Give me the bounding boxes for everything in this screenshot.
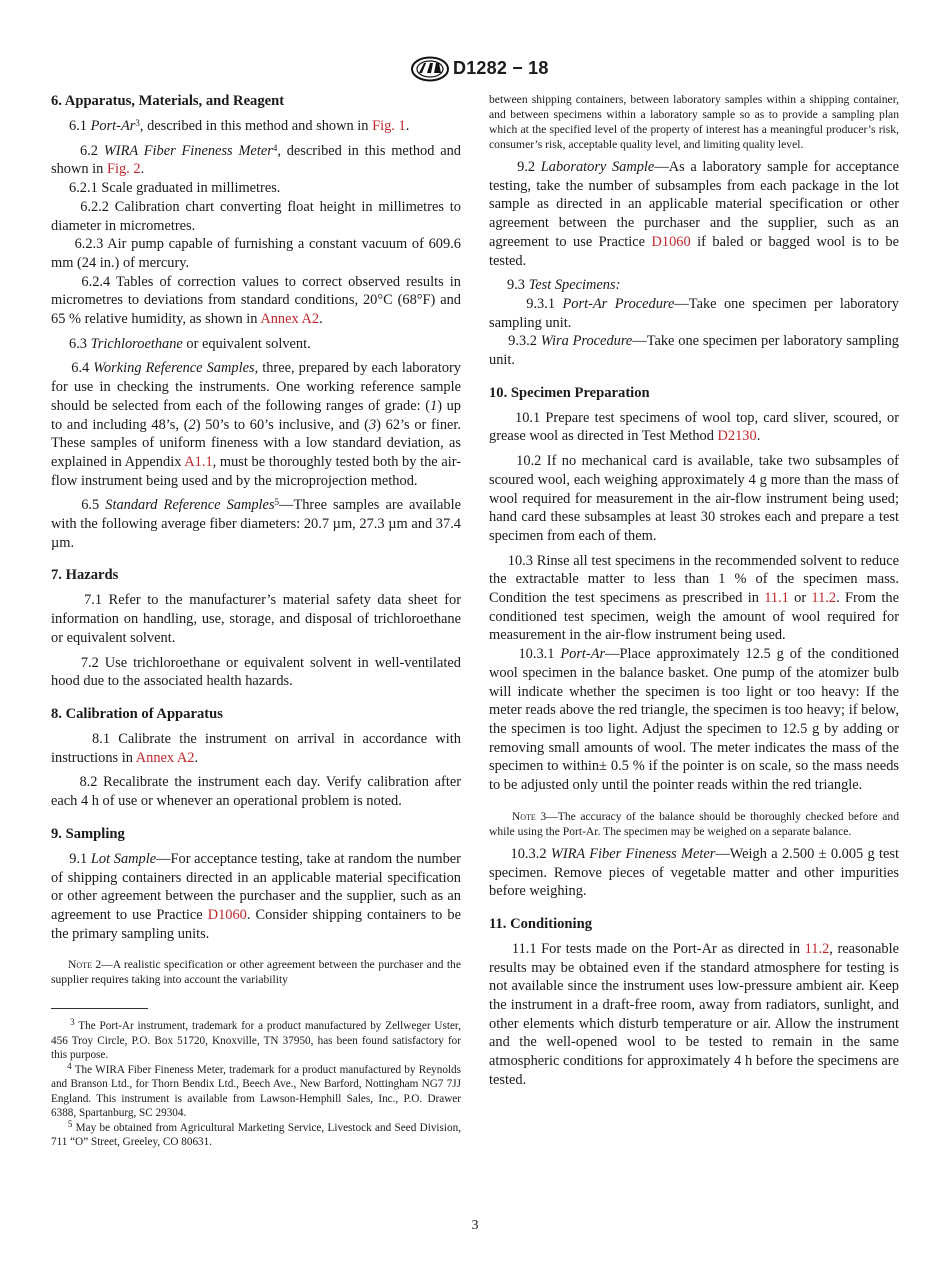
para-6-2-4: 6.2.4 Tables of correction values to correct observed results in micrometres to deviations from standard conditions, 20°C (68°F) and 65 % relative humidity, as shown in Annex A2. [51, 273, 461, 328]
para-6-2-1: 6.2.1 Scale graduated in millimetres. [69, 180, 281, 197]
footnote-rule [51, 1008, 148, 1009]
d1060-link[interactable]: D1060 [207, 906, 247, 923]
note-2-continued: between shipping containers, between laboratory samples within a shipping container, and between specimens within a laboratory sample so as to provide a sampling plan which at the specified level of the property of interest has a meaningful producer’s risk, consumer’s risk, acceptable quality level, and limiting quality level. [489, 93, 899, 151]
para-6-2-2: 6.2.2 Calibration chart converting float height in millimetres to diameter in micrometres. [51, 198, 461, 234]
para-6-1: 6.1 Port-Ar$^3$, described in this method and shown in Fig. 1. [69, 118, 410, 134]
para-11-1: 11.1 For tests made on the Port-Ar as directed in 11.2, reasonable results may be obtained even if the standard atmosphere for testing is not available since the instrument uses low-pressure ambient air. Keep the instrument in a draft-free room, away from radiators, sunlight, and other elements which disturb temperature or air. Allow the instrument and the well-opened wool to be tested to remain in the same atmospheric conditions for approximately 4 h before the specimens are tested. [489, 940, 899, 1088]
para-10-3-1: 10.3.1 Port-Ar—Place approximately 12.5 g of the conditioned wool specimen in the balance basket. One pump of the atomizer bulb will indicate whether the specimen is too light or too heavy: If the meter reads above the red triangle, the specimen is too heavy; if below, the specimen is too light. Adjust the specimen to 12.5 g by adding or removing small amounts of wool. The meter indicates the mass of the specimen to within± 0.5 % if the pointer is on scale, so the mass needs to be adjusted only until the pointer reads within the red triangle. [489, 646, 899, 794]
page-header [0, 56, 950, 84]
footnote-5: $^5$ May be obtained from Agricultural Marketing Service, Livestock and Seed Division, 711 “O” Street, Greeley, CO 80631. [51, 1118, 461, 1149]
para-6-3: 6.3 Trichloroethane or equivalent solvent. [69, 335, 311, 352]
para-10-3-2: 10.3.2 WIRA Fiber Fineness Meter—Weigh a 2.500 ± 0.005 g test specimen. Remove pieces of vegetable matter and other impurities before weighing. [489, 845, 899, 900]
footnote-4: $^4$ The WIRA Fiber Fineness Meter, trademark for a product manufactured by Reynolds and Branson Ltd., for Thorn Bendix Ltd., Beech Ave., New Barford, Nottingham NG7 7JJ England. This instrument is available from Lawson-Hemphill Sales, Inc., P.O. Drawer 6388, Spartanburg, SC 29304. [51, 1060, 461, 1120]
section-11-2-link-2[interactable]: 11.2 [804, 940, 830, 957]
fig1-link[interactable]: Fig. 1 [372, 118, 406, 134]
para-7-1: 7.1 Refer to the manufacturer’s material safety data sheet for information on handling, use, storage, and disposal of trichloroethane or equivalent solvent. [51, 592, 461, 646]
section-8-title: 8. Calibration of Apparatus [51, 705, 223, 722]
page-number: 3 [471, 1218, 479, 1233]
para-8-1: 8.1 Calibrate the instrument on arrival in accordance with instructions in Annex A2. [51, 730, 461, 766]
para-9-1: 9.1 Lot Sample—For acceptance testing, take at random the number of shipping containers directed in an applicable material specification or other agreement between the purchaser and the supplier, such as an agreement to use Practice D1060. Consider shipping containers to be the primary sampling units. [51, 850, 461, 942]
section-11-2-link[interactable]: 11.2 [811, 590, 837, 607]
annex-a2-link-2[interactable]: Annex A2 [135, 749, 195, 766]
note-2: Note 2—A realistic specification or other agreement between the purchaser and the supplier requires taking into account the variability [51, 958, 461, 987]
d1060-link-2[interactable]: D1060 [651, 233, 691, 250]
para-6-4: 6.4 Working Reference Samples, three, prepared by each laboratory for use in checking the instruments. One working reference sample should be selected from each of the following ranges of grade: (1) up to and including 48’s, (2) 50’s to 60’s inclusive, and (3) 62’s or finer. These samples of uniform fineness with a low standard deviation, as explained in Appendix A1.1, must be thoroughly tested both by the air-flow instrument being used and by the microprojection method. [51, 360, 462, 489]
para-7-2: 7.2 Use trichloroethane or equivalent solvent in well-ventilated hood due to the associated health hazards. [51, 654, 461, 690]
para-9-3-1: 9.3.1 Port-Ar Procedure—Take one specimen per laboratory sampling unit. [489, 295, 899, 331]
designation: D1282 − 18 [453, 58, 549, 78]
annex-a2-link[interactable]: Annex A2 [260, 311, 320, 328]
astm-logo-icon [410, 56, 450, 82]
para-6-2: 6.2 WIRA Fiber Fineness Meter$^4$, described in this method and shown in Fig. 2. [51, 142, 461, 178]
appendix-a1-1-link[interactable]: A1.1 [184, 453, 213, 470]
footnote-3: $^3$ The Port-Ar instrument, trademark for a product manufactured by Zellweger Uster, 456 Troy Circle, P.O. Box 51720, Knoxville, TN 37950, has been found satisfactory for this purpose. [51, 1017, 461, 1062]
para-9-3-2: 9.3.2 Wira Procedure—Take one specimen per laboratory sampling unit. [489, 333, 899, 369]
para-8-2: 8.2 Recalibrate the instrument each day. Verify calibration after each 4 h of use or whenever an operational problem is noted. [51, 774, 461, 810]
note-3: Note 3—The accuracy of the balance should be thoroughly checked before and while using the Port-Ar. The specimen may be weighed on a separate balance. [489, 809, 899, 838]
para-10-1: 10.1 Prepare test specimens of wool top, card sliver, scoured, or grease wool as directed in Test Method D2130. [489, 409, 899, 445]
para-9-3: 9.3 Test Specimens: [507, 277, 621, 294]
para-9-2: 9.2 Laboratory Sample—As a laboratory sample for acceptance testing, take the number of subsamples from each package in the lot sample as directed in an applicable material specification or other agreement between the purchaser and the supplier, such as an agreement to use Practice D1060 if baled or bagged wool is to be tested. [489, 159, 899, 269]
para-10-3: 10.3 Rinse all test specimens in the recommended solvent to reduce the extractable matter to less than 1 % of the specimen mass. Condition the test specimens as prescribed in 11.1 or 11.2. From the conditioned test specimen, weigh the amount of wool required for measurement in the air-flow instrument being used. [489, 552, 899, 644]
para-6-2-3: 6.2.3 Air pump capable of furnishing a constant vacuum of 609.6 mm (24 in.) of mercury. [51, 236, 461, 271]
section-9-title: 9. Sampling [51, 825, 125, 842]
section-7-title: 7. Hazards [51, 567, 119, 584]
section-11-1-link[interactable]: 11.1 [764, 590, 789, 607]
para-10-2: 10.2 If no mechanical card is available, take two subsamples of scoured wool, each weighing approximately 4 g more than the mass of wool required for measurement in the air-flow instrument being used; hand card these subsamples at least 30 strokes each and prepare a test specimen from each of them. [489, 453, 899, 544]
right-column [489, 92, 899, 1090]
para-6-5: 6.5 Standard Reference Samples$^5$—Three samples are available with the following average fiber diameters: 20.7 µm, 27.3 µm and 37.4 µm. [51, 497, 461, 551]
d2130-link[interactable]: D2130 [717, 428, 757, 445]
fig2-link[interactable]: Fig. 2 [106, 161, 141, 178]
section-10-title: 10. Specimen Preparation [489, 384, 650, 401]
section-6-title: 6. Apparatus, Materials, and Reagent [51, 93, 285, 109]
section-11-title: 11. Conditioning [489, 915, 593, 932]
left-column [51, 92, 461, 1150]
